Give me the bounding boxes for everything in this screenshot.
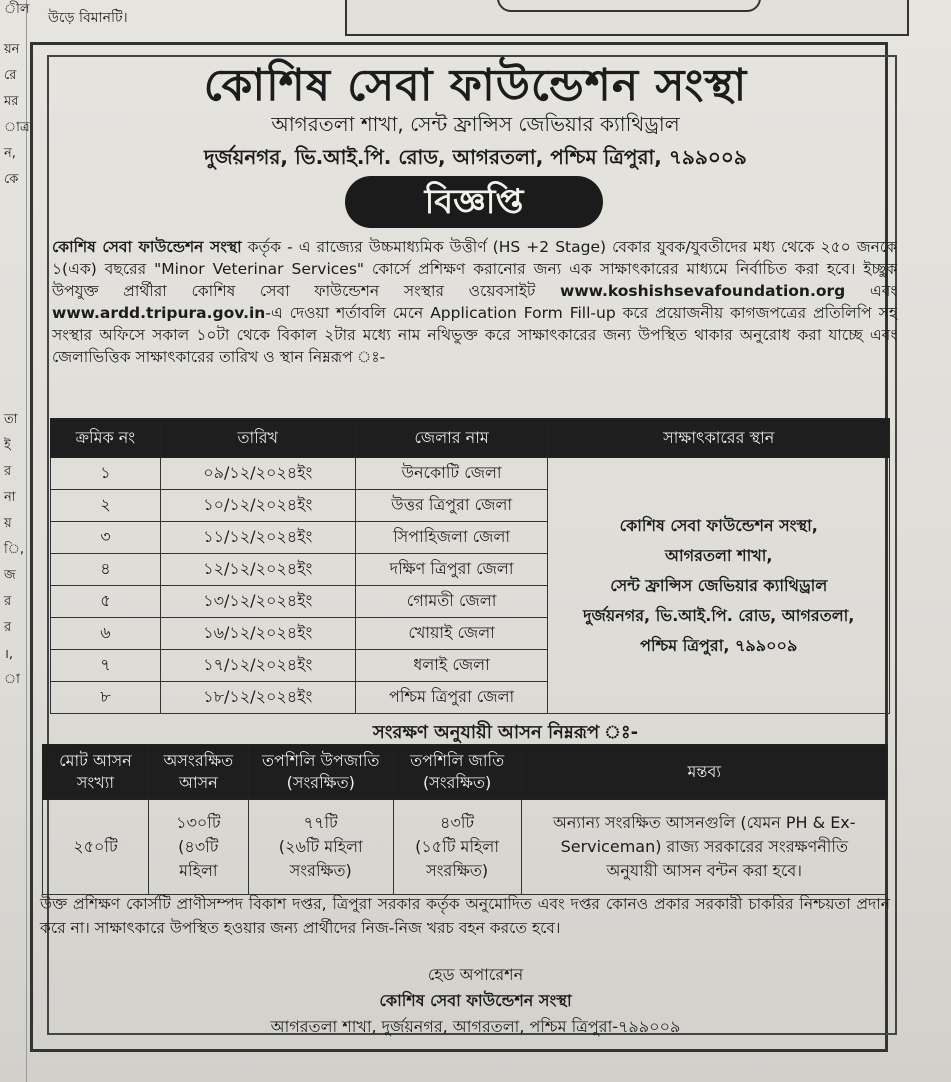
- adjacent-ad-box: [345, 0, 909, 36]
- column-fragment-text: র: [4, 620, 12, 635]
- header-line: (সংরক্ষিত): [422, 773, 492, 792]
- body-text-3: -এ দেওয়া শর্তাবলি মেনে Application Form Fill-up করে প্রয়োজনীয় কাগজপত্রের প্রতিলিপি সহ সংস্থার অফিসে সকাল ১০টা থেকে বিকাল ২টার মধ্যে নাম নথিভুক্ত করে সাক্ষাৎকারের জন্য উপস্থিত থাকার অনুরোধ করা যাচ্ছে এবং জেলাভিত্তিক সাক্ষাৎকারের তারিখ ও স্থান নিম্নরূপ ঃ-: [52, 304, 897, 366]
- serial-cell: ৫: [51, 586, 161, 618]
- cell-line: Serviceman) রাজ্য সরকারের সংরক্ষণনীতি: [560, 837, 848, 856]
- column-fragment-text: া: [4, 672, 20, 687]
- previous-article-text: উড়ে বিমানটি।: [48, 10, 128, 26]
- st-cell: [248, 800, 393, 895]
- previous-article-fragment: [40, 0, 340, 36]
- column-fragment-text: ।,: [4, 647, 14, 662]
- cell-line: সংরক্ষিত): [426, 861, 489, 880]
- district-cell: দক্ষিণ ত্রিপুরা জেলা: [355, 554, 548, 586]
- date-cell: ১১/১২/২০২৪ইং: [160, 522, 355, 554]
- seat-table: [42, 744, 888, 895]
- col-header-total-seats: [43, 745, 149, 800]
- col-header-date: তারিখ: [160, 419, 355, 458]
- org-address-line2: দুর্জয়নগর, ভি.আই.পি. রোড, আগরতলা, পশ্চিম ত্রিপুরা, ৭৯৯০০৯: [204, 145, 747, 169]
- sc-cell: [393, 800, 521, 895]
- unreserved-cell: [148, 800, 248, 895]
- body-text-2: এবং: [845, 282, 897, 300]
- district-cell: উনকোটি জেলা: [355, 458, 548, 490]
- column-fragment-text: মর: [4, 94, 19, 109]
- header-line: সংখ্যা: [76, 773, 115, 792]
- header-line: আসন: [178, 773, 218, 792]
- col-header-district: জেলার নাম: [355, 419, 548, 458]
- column-fragment-text: ই: [4, 438, 11, 453]
- column-fragment-text: াত্র: [4, 120, 30, 135]
- column-fragment-text: ি,: [4, 542, 25, 557]
- serial-cell: ৪: [51, 554, 161, 586]
- schedule-row: [51, 458, 890, 490]
- date-cell: ১৬/১২/২০২৪ইং: [160, 618, 355, 650]
- website-link-1: www.koshishsevafoundation.org: [560, 282, 846, 300]
- cell-line: (১৫টি মহিলা: [415, 837, 499, 856]
- column-fragment-text: তা: [4, 412, 18, 427]
- column-fragment-text: ন,: [4, 146, 16, 161]
- adjacent-ad-pill: [497, 0, 761, 12]
- district-cell: গোমতী জেলা: [355, 586, 548, 618]
- cell-line: ৪৩টি: [440, 813, 475, 832]
- column-fragment-text: কে: [4, 172, 19, 187]
- header-line: (সংরক্ষিত): [286, 773, 355, 792]
- org-lead: কোশিষ সেবা ফাউন্ডেশন সংস্থা: [52, 238, 242, 256]
- signature-address: আগরতলা শাখা, দুর্জয়নগর, আগরতলা, পশ্চিম ত্রিপুরা-৭৯৯০০৯: [270, 1017, 681, 1036]
- signature-org: কোশিষ সেবা ফাউন্ডেশন সংস্থা: [379, 991, 572, 1010]
- cell-line: ১৩০টি: [176, 813, 221, 832]
- col-header-serial: ক্রমিক নং: [51, 419, 161, 458]
- district-cell: পশ্চিম ত্রিপুরা জেলা: [355, 682, 548, 714]
- date-cell: ১০/১২/২০২৪ইং: [160, 490, 355, 522]
- col-header-venue: সাক্ষাৎকারের স্থান: [548, 419, 890, 458]
- serial-cell: ১: [51, 458, 161, 490]
- remarks-cell: [521, 800, 887, 895]
- cell-line: সংরক্ষিত): [289, 861, 352, 880]
- column-fragment-text: না: [4, 490, 16, 505]
- cell-line: অনুযায়ী আসন বন্টন করা হবে।: [606, 861, 803, 880]
- cell-line: (৪৩টি: [178, 837, 219, 856]
- col-header-remarks: [521, 745, 887, 800]
- col-header-st: [248, 745, 393, 800]
- seat-data-row: [43, 800, 888, 895]
- schedule-table: [50, 418, 890, 714]
- district-cell: উত্তর ত্রিপুরা জেলা: [355, 490, 548, 522]
- district-cell: সিপাহিজলা জেলা: [355, 522, 548, 554]
- serial-cell: ৩: [51, 522, 161, 554]
- seat-caption: সংরক্ষণ অনুযায়ী আসন নিম্নরূপ ঃ-: [372, 722, 639, 743]
- district-cell: খোয়াই জেলা: [355, 618, 548, 650]
- venue-line: দুর্জয়নগর, ভি.আই.পি. রোড, আগরতলা,: [583, 605, 855, 625]
- col-header-sc: [393, 745, 521, 800]
- venue-cell: [548, 458, 890, 714]
- column-fragment-text: ীল: [4, 2, 30, 17]
- serial-cell: ৭: [51, 650, 161, 682]
- column-fragment-text: র: [4, 594, 12, 609]
- cell-line: অন্যান্য সংরক্ষিত আসনগুলি (যেমন PH & Ex-: [552, 813, 856, 832]
- venue-line: কোশিষ সেবা ফাউন্ডেশন সংস্থা,: [619, 515, 818, 535]
- column-fragment-text: য়: [4, 516, 12, 531]
- column-fragment-text: য়ন: [4, 42, 20, 57]
- column-fragment-text: জ: [4, 568, 16, 583]
- serial-cell: ২: [51, 490, 161, 522]
- schedule-header-row: [51, 419, 890, 458]
- website-link-2: www.ardd.tripura.gov.in: [52, 304, 266, 322]
- body-text-1: কর্তৃক - এ রাজ্যের উচ্চমাধ্যমিক উত্তীর্ণ (HS +2 Stage) বেকার যুবক/যুবতীদের মধ্য থেকে ২৫০ জনকে ১(এক) বছরের "Minor Veterinar Services" কোর্সে প্রশিক্ষণ করানোর জন্য এক সাক্ষাৎকারের মাধ্যমে নির্বাচিত করা হবে। ইচ্ছুক উপযুক্ত প্রার্থীরা কোশিষ সেবা ফাউন্ডেশন সংস্থার ওয়েবসাইট: [52, 238, 897, 300]
- serial-cell: ৮: [51, 682, 161, 714]
- header-line: মন্তব্য: [687, 762, 721, 781]
- district-cell: ধলাই জেলা: [355, 650, 548, 682]
- footer-note: উক্ত প্রশিক্ষণ কোর্সটি প্রাণীসম্পদ বিকাশ দপ্তর, ত্রিপুরা সরকার কর্তৃক অনুমোদিত এবং দপ্তর কোনও প্রকার সরকারী চাকরির নিশ্চয়তা প্রদান করে না। সাক্ষাৎকারে উপস্থিত হওয়ার জন্য প্রার্থীদের নিজ-নিজ খরচ বহন করতে হবে।: [40, 895, 890, 937]
- total-seats-cell: [43, 800, 149, 895]
- cell-line: ২৫০টি: [73, 837, 118, 856]
- venue-line: সেন্ট ফ্রান্সিস জেভিয়ার ক্যাথিড্রাল: [610, 575, 828, 595]
- cell-line: (২৬টি মহিলা: [278, 837, 363, 856]
- seat-header-row: [43, 745, 888, 800]
- header-line: তপশিলি জাতি: [410, 751, 505, 770]
- header-line: অসংরক্ষিত: [163, 751, 234, 770]
- cell-line: মহিলা: [179, 861, 218, 880]
- date-cell: ১৭/১২/২০২৪ইং: [160, 650, 355, 682]
- notice-badge: বিজ্ঞপ্তি: [345, 176, 603, 228]
- org-title: কোশিষ সেবা ফাউন্ডেশন সংস্থা: [203, 60, 748, 111]
- venue-line: আগরতলা শাখা,: [665, 545, 773, 565]
- date-cell: ১৩/১২/২০২৪ইং: [160, 586, 355, 618]
- signature-title: হেড অপারেশন: [427, 965, 524, 984]
- column-fragment-text: র: [4, 464, 12, 479]
- notice-body: [52, 236, 897, 368]
- date-cell: ০৯/১২/২০২৪ইং: [160, 458, 355, 490]
- column-fragment-text: রে: [4, 68, 17, 83]
- venue-line: পশ্চিম ত্রিপুরা, ৭৯৯০০৯: [640, 635, 798, 655]
- org-address-line1: আগরতলা শাখা, সেন্ট ফ্রান্সিস জেভিয়ার ক্যাথিড্রাল: [271, 112, 680, 136]
- header-line: মোট আসন: [59, 751, 132, 770]
- date-cell: ১২/১২/২০২৪ইং: [160, 554, 355, 586]
- col-header-unreserved: [148, 745, 248, 800]
- header-line: তপশিলি উপজাতি: [262, 751, 380, 770]
- serial-cell: ৬: [51, 618, 161, 650]
- date-cell: ১৮/১২/২০২৪ইং: [160, 682, 355, 714]
- cell-line: ৭৭টি: [303, 813, 338, 832]
